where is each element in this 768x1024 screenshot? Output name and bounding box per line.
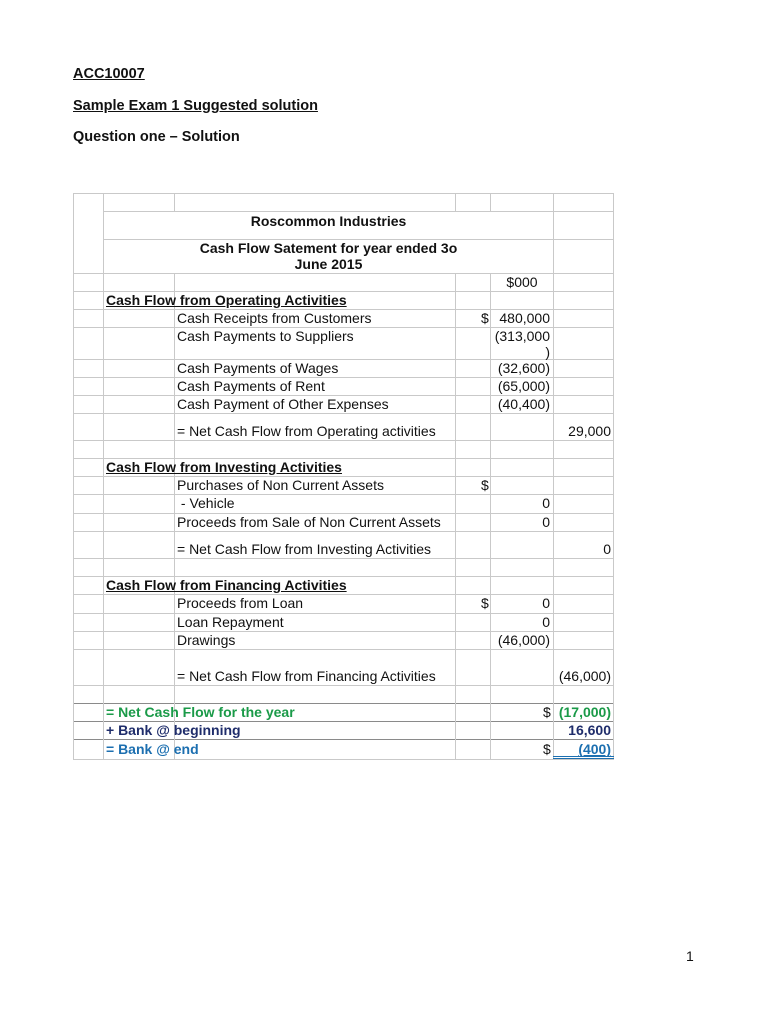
wages-label: Cash Payments of Wages: [177, 360, 339, 376]
bank-end-double-underline: [553, 756, 614, 759]
suppliers-value: (313,000: [494, 328, 550, 344]
grid-row-line: [73, 440, 614, 441]
course-code: ACC10007: [73, 66, 145, 82]
operating-net-label: = Net Cash Flow from Operating activities: [177, 423, 436, 439]
grid-col-line: [490, 193, 491, 211]
operating-heading: Cash Flow from Operating Activities: [106, 292, 347, 308]
document-subtitle: Sample Exam 1 Suggested solution: [73, 98, 318, 114]
operating-net-value: 29,000: [568, 423, 611, 439]
loan-proceeds-value: 0: [542, 595, 550, 611]
purchases-currency: $: [481, 477, 489, 493]
grid-row-line: [73, 558, 614, 559]
investing-net-label: = Net Cash Flow from Investing Activities: [177, 541, 432, 557]
statement-title-line1: Cash Flow Satement for year ended 3o: [199, 240, 458, 256]
bank-end-label: = Bank @ end: [106, 741, 199, 757]
investing-net-value: 0: [603, 541, 611, 557]
bank-beginning-label: + Bank @ beginning: [106, 722, 241, 738]
rent-label: Cash Payments of Rent: [177, 378, 325, 394]
grid-row-line: [73, 649, 614, 650]
loan-repayment-label: Loan Repayment: [177, 614, 284, 630]
drawings-value: (46,000): [497, 632, 550, 648]
loan-proceeds-label: Proceeds from Loan: [177, 595, 304, 611]
grid-col-line: [455, 273, 456, 760]
receipts-label: Cash Receipts from Customers: [177, 310, 372, 326]
financing-net-label: = Net Cash Flow from Financing Activities: [177, 668, 436, 684]
cash-flow-table: [73, 193, 614, 760]
units-label: $000: [506, 274, 538, 290]
loan-currency: $: [481, 595, 489, 611]
financing-net-value: (46,000): [558, 668, 611, 684]
page-number: 1: [686, 948, 694, 964]
wages-value: (32,600): [497, 360, 550, 376]
grid-col-line: [73, 193, 74, 760]
financing-heading: Cash Flow from Financing Activities: [106, 577, 347, 593]
company-name: Roscommon Industries: [250, 213, 407, 229]
other-expenses-value: (40,400): [497, 396, 550, 412]
rent-value: (65,000): [497, 378, 550, 394]
loan-repayment-value: 0: [542, 614, 550, 630]
grid-row-line: [73, 685, 614, 686]
receipts-currency: $: [481, 310, 489, 326]
suppliers-label: Cash Payments to Suppliers: [177, 328, 354, 344]
suppliers-value-wrap: ): [545, 344, 550, 360]
statement-title-line2: June 2015: [294, 256, 363, 272]
grid-row-line: [73, 413, 614, 414]
bank-beginning-value: 16,600: [568, 722, 611, 738]
other-expenses-label: Cash Payment of Other Expenses: [177, 396, 389, 412]
grid-row-line: [73, 739, 614, 740]
bank-end-value: (400): [578, 741, 611, 757]
grid-col-line: [174, 273, 175, 760]
grid-row-line: [73, 759, 614, 760]
grid-row-line: [103, 211, 614, 212]
sale-proceeds-label: Proceeds from Sale of Non Current Assets: [177, 514, 441, 530]
drawings-label: Drawings: [177, 632, 236, 648]
net-cash-flow-value: (17,000): [558, 704, 611, 720]
net-cash-flow-label: = Net Cash Flow for the year: [106, 704, 295, 720]
vehicle-value: 0: [542, 495, 550, 511]
grid-row-line: [73, 193, 614, 194]
grid-col-line: [613, 193, 614, 760]
investing-heading: Cash Flow from Investing Activities: [106, 459, 342, 475]
receipts-value: 480,000: [499, 310, 550, 326]
vehicle-label: - Vehicle: [177, 495, 235, 511]
purchases-label: Purchases of Non Current Assets: [177, 477, 384, 493]
sale-proceeds-value: 0: [542, 514, 550, 530]
grid-row-line: [73, 531, 614, 532]
net-cash-flow-currency: $: [543, 704, 551, 720]
bank-end-currency: $: [543, 741, 551, 757]
question-heading: Question one – Solution: [73, 129, 240, 145]
grid-col-line: [174, 193, 175, 211]
grid-col-line: [103, 193, 104, 760]
grid-col-line: [455, 193, 456, 211]
